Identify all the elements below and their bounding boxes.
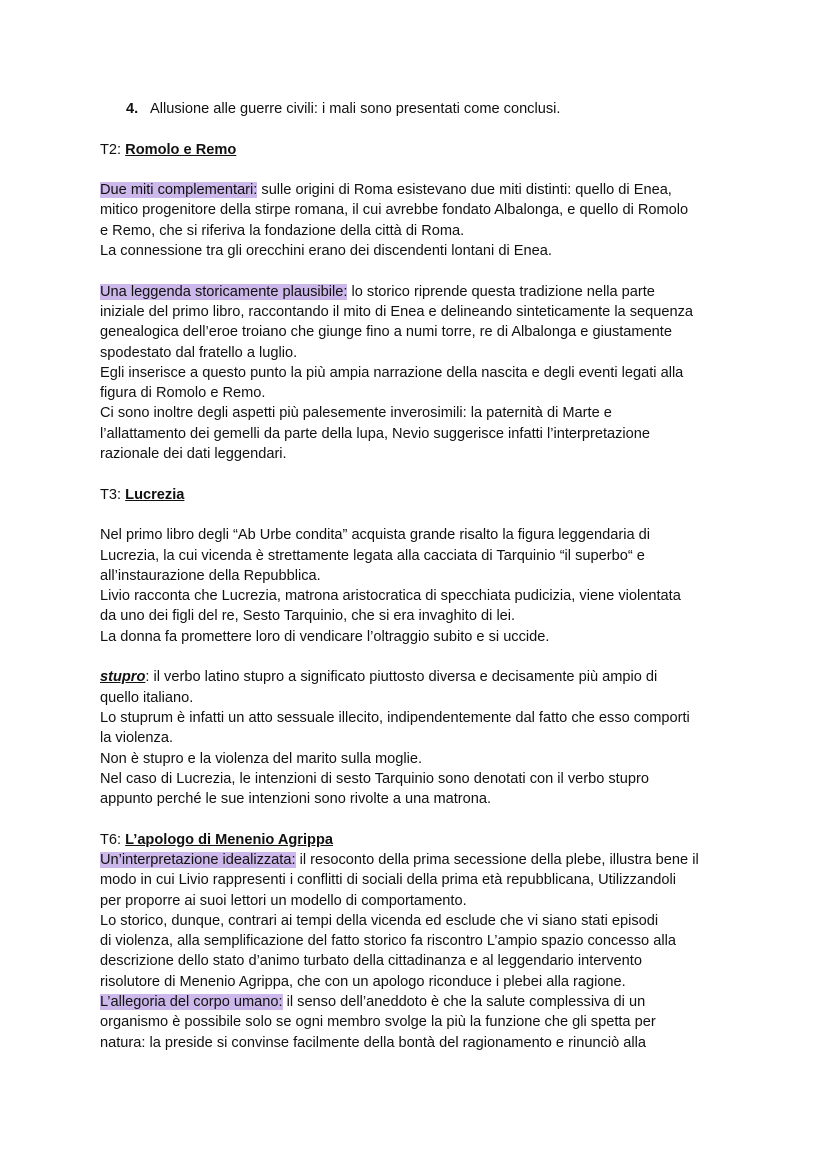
paragraph-lucrezia xyxy=(100,525,732,647)
text-line: quello italiano. xyxy=(100,689,194,706)
text-line: iniziale del primo libro, raccontando il mito di Enea e delineando sinteticamente la sequenza xyxy=(100,303,694,320)
list-item-4 xyxy=(100,99,732,119)
text-line: Lucrezia, la cui vicenda è strettamente legata alla cacciata di Tarquinio “il superbo“ e xyxy=(100,547,645,564)
section-prefix: T6: xyxy=(100,831,122,848)
highlighted-term: Un’interpretazione idealizzata: xyxy=(100,851,296,868)
paragraph-interpretazione xyxy=(100,850,732,992)
text-line: per proporre ai suoi lettori un modello di comportamento. xyxy=(100,892,467,909)
text-line: : il verbo latino stupro a significato piuttosto diversa e decisamente più ampio di xyxy=(145,669,658,686)
section-heading-t3 xyxy=(100,485,732,505)
text-line: Livio racconta che Lucrezia, matrona aristocratica di specchiata pudicizia, viene violentata xyxy=(100,588,681,605)
text-line: Nel primo libro degli “Ab Urbe condita” acquista grande risalto la figura leggendaria di xyxy=(100,527,650,544)
section-title: Romolo e Remo xyxy=(125,141,237,158)
paragraph-allegoria xyxy=(100,992,732,1053)
text-line: Egli inserisce a questo punto la più ampia narrazione della nascita e degli eventi legati alla xyxy=(100,364,684,381)
text-line: La connessione tra gli orecchini erano dei discendenti lontani di Enea. xyxy=(100,243,552,260)
text-line: sulle origini di Roma esistevano due miti distinti: quello di Enea, xyxy=(257,182,672,199)
section-prefix: T2: xyxy=(100,141,122,158)
text-line: risolutore di Menenio Agrippa, che con un apologo riconduce i plebei alla ragione. xyxy=(100,973,626,990)
section-title: L’apologo di Menenio Agrippa xyxy=(125,831,333,848)
text-line: il senso dell’aneddoto è che la salute complessiva di un xyxy=(282,994,646,1011)
text-line: appunto perché le sue intenzioni sono rivolte a una matrona. xyxy=(100,791,492,808)
list-number: 4. xyxy=(126,101,139,117)
text-line: La donna fa promettere loro di vendicare l’oltraggio subito e si uccide. xyxy=(100,628,550,645)
section-prefix: T3: xyxy=(100,486,122,503)
text-line: Lo stuprum è infatti un atto sessuale illecito, indipendentemente dal fatto che esso comporti xyxy=(100,709,690,726)
paragraph-leggenda xyxy=(100,282,732,465)
section-title: Lucrezia xyxy=(125,486,185,503)
text-line: razionale dei dati leggendari. xyxy=(100,446,287,463)
text-line: Non è stupro e la violenza del marito sulla moglie. xyxy=(100,750,423,767)
highlighted-term: L’allegoria del corpo umano: xyxy=(100,994,283,1011)
text-line: Ci sono inoltre degli aspetti più palesemente inverosimili: la paternità di Marte e xyxy=(100,405,612,422)
text-line: mitico progenitore della stirpe romana, il cui avrebbe fondato Albalonga, e quello di Romolo xyxy=(100,202,689,219)
highlighted-term: Due miti complementari: xyxy=(100,182,258,199)
paragraph-stupro xyxy=(100,667,732,809)
text-line: la violenza. xyxy=(100,730,174,747)
paragraph-due-miti xyxy=(100,180,732,261)
text-line: all’instaurazione della Repubblica. xyxy=(100,567,321,584)
document-body xyxy=(100,99,732,1053)
text-line: natura: la preside si convinse facilmente della bontà del ragionamento e rinunciò alla xyxy=(100,1034,646,1051)
text-line: genealogica dell’eroe troiano che giunge fino a numi torre, re di Albalonga e giustamente xyxy=(100,324,672,341)
text-line: organismo è possibile solo se ogni membro svolge la più la funzione che gli spetta per xyxy=(100,1014,656,1031)
text-line: l’allattamento dei gemelli da parte della lupa, Nevio suggerisce infatti l’interpretazione xyxy=(100,425,651,442)
text-line: e Remo, che si riferiva la fondazione della città di Roma. xyxy=(100,222,465,239)
text-line: modo in cui Livio rappresenti i conflitti di sociali della prima età repubblicana, Utilizzandoli xyxy=(100,872,676,889)
text-line: Nel caso di Lucrezia, le intenzioni di sesto Tarquinio sono denotati con il verbo stupro xyxy=(100,770,649,787)
text-line: spodestato dal fratello a luglio. xyxy=(100,344,298,361)
text-line: di violenza, alla semplificazione del fatto storico fa riscontro L’ampio spazio concesso alla xyxy=(100,933,676,950)
list-item-text: Allusione alle guerre civili: i mali sono presentati come conclusi. xyxy=(150,101,561,117)
text-line: descrizione dello stato d’animo turbato della cittadinanza e al leggendario intervento xyxy=(100,953,642,970)
text-line: da uno dei figli del re, Sesto Tarquinio, che si era invaghito di lei. xyxy=(100,608,516,625)
section-heading-t6 xyxy=(100,830,732,850)
text-line: lo storico riprende questa tradizione nella parte xyxy=(347,283,655,300)
highlighted-term: Una leggenda storicamente plausibile: xyxy=(100,283,348,300)
section-heading-t2 xyxy=(100,140,732,160)
defined-term: stupro xyxy=(100,669,146,686)
text-line: il resoconto della prima secessione della plebe, illustra bene il xyxy=(295,851,699,868)
text-line: Lo storico, dunque, contrari ai tempi della vicenda ed esclude che vi siano stati episodi xyxy=(100,912,659,929)
text-line: figura di Romolo e Remo. xyxy=(100,385,266,402)
